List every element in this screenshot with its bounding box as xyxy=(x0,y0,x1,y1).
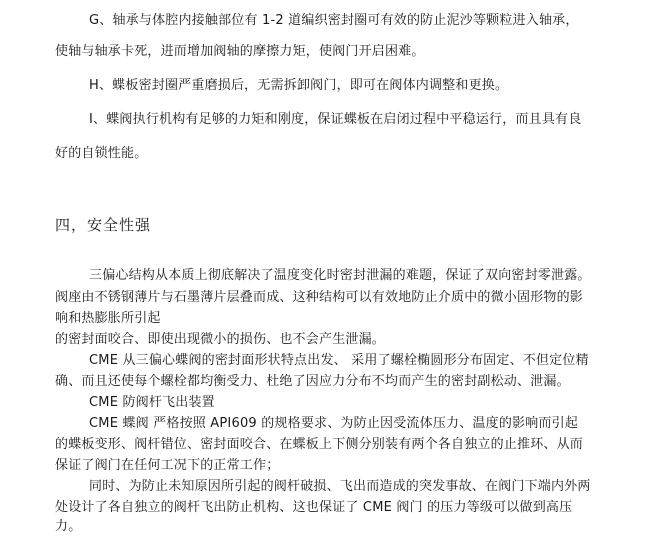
section-i-line-2: 好的自锁性能。 xyxy=(55,146,148,161)
section-g-line-1: G、轴承与体腔内接触部位有 1-2 道编织密封圈可有效的防止泥沙等颗粒进入轴承， xyxy=(89,13,579,28)
para3-line-2: 的蝶板变形、阀杆错位、密封面咬合、在蝶板上下侧分别装有两个各自独立的止推环、从而 xyxy=(55,437,584,452)
para3-line-1: CME 蝶阀 严格按照 API609 的规格要求、为防止因受流体压力、温度的影响而引起 xyxy=(89,416,579,431)
section-heading: 四，安全性强 xyxy=(55,216,152,234)
section-i-line-1: I、蝶阀执行机构有足够的力矩和刚度，保证蝶板在启闭过程中平稳运行，而且具有良 xyxy=(89,112,582,127)
para1-line-4: 的密封面咬合、即使出现微小的损伤、也不会产生泄漏。 xyxy=(55,332,386,347)
para1-line-2: 阀座由不锈钢薄片与石墨薄片层叠而成、这种结构可以有效地防止介质中的微小固形物的影 xyxy=(55,290,584,305)
para2-line-2: 确、而且还使每个螺栓都均衡受力、杜绝了因应力分布不均而产生的密封副松动、泄漏。 xyxy=(55,374,570,389)
para1-line-1: 三偏心结构从本质上彻底解决了温度变化时密封泄漏的难题，保证了双向密封零泄露。 xyxy=(89,268,591,283)
para4-line-2: 处设计了各自独立的阀杆飞出防止机构、这也保证了 CME 阀门 的压力等级可以做到高压 xyxy=(55,500,573,515)
para3-line-3: 保证了阀门在任何工况下的正常工作； xyxy=(55,458,280,473)
para2-line-1: CME 从三偏心蝶阀的密封面形状特点出发、 采用了螺栓椭圆形分布固定、不但定位精 xyxy=(89,353,589,368)
section-h-line-1: H、蝶板密封圈严重磨损后，无需拆卸阀门，即可在阀体内调整和更换。 xyxy=(89,78,509,93)
para4-line-1: 同时、为防止未知原因所引起的阀杆破损、飞出而造成的突发事故、在阀门下端内外两 xyxy=(89,479,591,494)
para1-line-3: 响和热膨胀所引起 xyxy=(55,311,161,326)
para4-line-3: 力。 xyxy=(55,519,82,534)
subheading: CME 防阀杆飞出装置 xyxy=(89,395,215,410)
section-g-line-2: 使轴与轴承卡死，进而增加阀轴的摩擦力矩，使阀门开启困难。 xyxy=(55,44,425,59)
